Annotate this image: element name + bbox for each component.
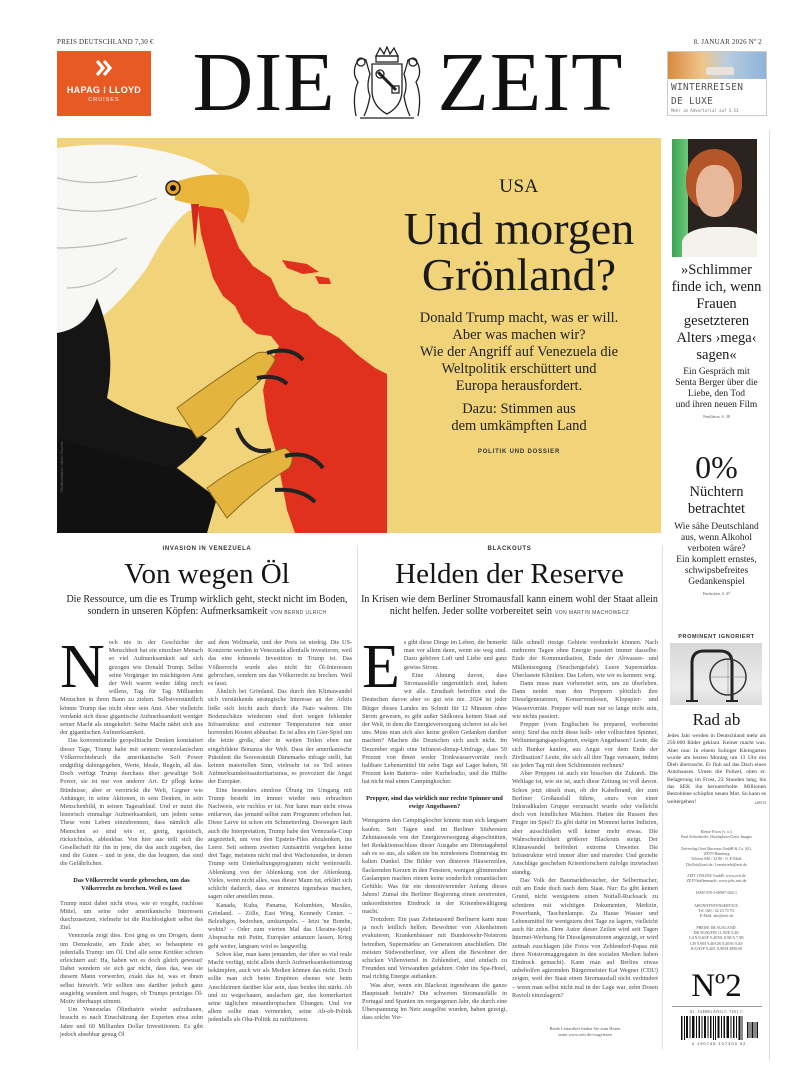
- article1-paragraph: Um Venezuelas Ölindustrie wieder aufzubauen, braucht es nach Einschätzung der Experten etwa zehn Jahre und 60 Milliarden Dollar Investitionen. Es gibt jedoch absehbar genug Öl: [60, 1006, 203, 1038]
- lead-headline-line1: Und morgen: [403, 203, 635, 254]
- footnote-line: Beide Leitartikel finden Sie zum Hören: [549, 1026, 621, 1031]
- price-label: PREIS DEUTSCHLAND 7,30 €: [57, 38, 154, 46]
- article2-byline: VON MARTIN MACHOWECZ: [555, 610, 630, 616]
- date-issue-label: 8. JANUAR 2026 Nº 2: [693, 38, 762, 46]
- prominent-ignoriert-label: PROMINENT IGNORIERT: [678, 634, 755, 640]
- imprint-line: B 8,90/P 9,40/L 8,90/H 4990,00: [690, 945, 743, 951]
- article2-kicker: BLACKOUTS: [487, 546, 532, 552]
- article1-paragraph: Eine besonders sinnlose Übung im Umgang mit Trump besteht im immer wieder neu erbrachten Nachweis, wie ruchlos er ist. Nur kann man nicht etwas entlarven, das jemand selbst zum Programm erhoben hat. Diese Larve ist schon ein Schmetterling. Deswegen läuft auch die Interpretation, Trump habe den Venezuela-Coup angezettelt, um von den Epstein-Files abzulenken, ins Leere. Seit seinem zweiten Amtsantritt vergehen keine drei Tage, meistens nicht mal drei Wachstunden, in denen Trump sein Unterhaltungsprogramm nicht weiterstellt. Ablenkung von der Ablenkung von der Ablenkung. Vieles, wenn nicht alles, was dieser Mann tut, erklärt sich schlicht dadurch, dass er immerzu irgendwas machen, sagen oder anstellen muss.: [208, 786, 352, 901]
- lead-text: [377, 138, 661, 455]
- quote-line: Alters ›mega‹: [676, 330, 757, 346]
- dek-line: Europa herausfordert.: [455, 378, 583, 394]
- sidebar-pct-ref: Entdecken, S. 47: [702, 591, 731, 596]
- article1-kicker: INVASION IN VENEZUELA: [162, 546, 252, 552]
- masthead-zeit: ZEIT: [437, 36, 624, 129]
- article1-paragraph: Das konventionelle geopolitische Denken konstatiert dieser Tage, Trump habe mit seinem venezolanischen Völkerrechtsbruch die amerikanische Soft Power endgültig dahingegeben, Werte, Ideale, Regeln, all das. Doch verfügt Trump durchaus über gewaltige Soft Power, sie ist nur von anderer Art. Er pflegt keine Bündnisse, aber er verstrickt die Welt, Gegner wie Anhänger, in seine Aktionen, in sein Denken, in sein Menschenbild, in seinen Tagesablauf. Und er nutzt die historisch einmalige Aufmerksamkeit, um jedem seine These vom Leben einzubrennen, dass nämlich alle Menschen so sind wie er, gierig, egoistisch, rücksichtslos, ablenkbar. Von hier aus teilt sich die Gesellschaft für ihn in jene, die das auch zugeben, das sind die Guten – und in jene, die das leugnen, das sind die Gefährlichen.: [60, 737, 203, 868]
- hapag-lloyd-ad[interactable]: [57, 51, 151, 116]
- quote-sub-line: und ihren neuen Film: [675, 400, 758, 410]
- article-helden-der-reserve-header[interactable]: [357, 546, 662, 619]
- barcode-icon: [679, 1016, 759, 1042]
- bike-rack-photo: [670, 643, 762, 705]
- imprint-line: Kleine Fotos (v. o.):: [700, 829, 733, 834]
- quote-line: sagen«: [696, 347, 737, 363]
- sidebar-divider: [769, 130, 770, 1060]
- jahrgang-label: 81. JAHRGANG C 7451 C: [689, 1009, 744, 1014]
- winterreisen-ad[interactable]: [667, 51, 767, 116]
- imprint-line: ISSN 978-3-68987-044-1: [696, 890, 737, 895]
- imprint-issn: [665, 890, 768, 895]
- lead-headline-line2: Grönland?: [421, 249, 617, 300]
- article2-column1: [362, 639, 507, 1049]
- pct-sub-line: schwipsbefreites: [684, 566, 749, 576]
- quote-sub-line: Liebe, den Tod: [688, 389, 745, 399]
- article2-paragraph: s gibt diese Dinge im Leben, die bemerkt man vor allem dann, wenn sie weg sind. Dazu gehören Luft und Liebe und ganz gewiss Strom.: [403, 639, 507, 671]
- footnote-line: unter www.zeit.de/vorgelesen: [558, 1032, 612, 1037]
- article2-paragraph: Dann muss man vorbereitet sein, um zu überleben. Dann neidet man den Preppern plötzlich ihre Dieselgeneratoren, Konservendosen, Klopapier- und Wasservorräte. Prepper will man nur so lange nicht sein, wie nichts passiert.: [512, 680, 658, 720]
- imprint-line: 20079 Hamburg: [703, 851, 730, 857]
- imprint-line: Paul Schirnhofer; iStockphoto/Getty Images: [681, 834, 752, 840]
- article1-column1: [60, 639, 203, 1049]
- article2-footnote[interactable]: [512, 1026, 658, 1038]
- article1-byline: VON BERND ULRICH: [270, 610, 327, 616]
- masthead-die: DIE: [192, 36, 336, 129]
- pct-title-line: Nüchtern: [689, 484, 744, 500]
- dek-line: Donald Trump macht, was er will.: [419, 310, 619, 326]
- imprint-online: [665, 873, 768, 883]
- ad-brand: HAPAG ⁞ LLOYD: [66, 85, 142, 95]
- illustration-credit: Titelillustration: Mirko Fischer: [59, 441, 64, 493]
- imprint-photo-credits: [665, 829, 768, 839]
- dek-line: Wie der Angriff auf Venezuela die: [419, 344, 619, 360]
- imprint-line: E-Mail: abo@zeit.de: [699, 913, 734, 919]
- column-divider: [357, 545, 358, 1050]
- rad-ab-title[interactable]: Rad ab: [692, 710, 741, 729]
- imprint-line: Tel. 040 / 42 23 70 70,: [698, 908, 735, 914]
- sidebar-pct-title[interactable]: [665, 484, 768, 518]
- article1-title[interactable]: Von wegen Öl: [124, 558, 290, 590]
- masthead[interactable]: [163, 36, 653, 129]
- quote-line: finde ich, wenn: [671, 279, 762, 295]
- article1-dek: [57, 594, 357, 619]
- dek-line: dem umkämpften Land: [451, 418, 587, 434]
- article2-dek: [357, 594, 662, 619]
- quote-sub-line: Ein Gespräch mit: [683, 367, 750, 377]
- pct-sub-line: Gedankenspiel: [688, 577, 745, 587]
- imprint-line: Zeitverlag Gerd Bucerius GmbH & Co. KG,: [680, 846, 753, 851]
- ad-image: [668, 52, 766, 79]
- article1-paragraph: auf dem Weltmarkt, und der Preis ist niedrig. Die US-Konzerne werden in Venezuela allenfalls investieren, weil das eine lohnende Investition in Trump ist. Das Völkerrecht wurde also nicht für Öl-Interessen gebrochen, sondern um das Völkerrecht zu brechen. Weil es fasst.: [208, 639, 352, 688]
- lead-story[interactable]: [57, 138, 661, 533]
- senta-berger-portrait: [672, 139, 757, 257]
- bremen-coat-of-arms-icon: [342, 46, 432, 120]
- article1-paragraph: Kanada, Kuba, Panama, Kolumbien, Mexiko, Grönland. – Zölle, East Wing, Kennedy Center. – Beleidigen, bedrohen, umkumpeln. – Jetzt 'ne Bombe, wohin? – Oder zum vierten Mal das Ukraine-Spiel: Absprache mit Putin, Europäer antanzen lassen, Krieg geht weiter, langsam wird es langweilig.: [208, 901, 352, 950]
- pct-sub-line: verboten wäre?: [687, 544, 746, 554]
- article2-subhead: Prepper, sind das wirklich nur rechte Spinner und ewige Angsthasen?: [366, 794, 503, 811]
- imprint-line: CH 9,90/I 9,40/GR 9,40/SI 9,40/: [690, 940, 743, 946]
- article2-column2: [512, 639, 658, 1019]
- quote-sub-line: Senta Berger über die: [675, 378, 758, 388]
- lead-dek: [377, 310, 661, 395]
- imprint-abo: [665, 903, 768, 919]
- issue-number: Nº2: [691, 968, 742, 1004]
- imprint-line: ZEIT ONLINE GmbH: www.zeit.de: [687, 873, 746, 878]
- article2-paragraph: Aber Preppen ist auch ein bisschen die Zukunft. Die Weltlage ist, wie sie ist, auch diese Zeitung ist voll davon. Schon jetzt rätselt man, ob der Kabelbrand, der zum Berliner Großausfall führte, »nur« von einer linksradikalen Gruppe verursacht wurde oder vielleicht doch von feindlichen Mächten. Hatten die Russen ihre Finger im Spiel? Es gibt dafür im Moment keine Indizien, aber ausschließen will keiner mehr etwas. Die Wahrscheinlichkeit größerer Blackouts steigt. Der Klimawandel befördert extreme Unwetter. Die Infrastruktur wird immer älter und maroder. Und gezielte Anschläge geschehen Krisenforschern zufolge inzwischen ständig.: [512, 770, 658, 876]
- dek-line: Aber was machen wir?: [452, 327, 586, 343]
- article2-paragraph: Das Volk der Baumarktbesucher, der Selbermacher, ruft am Ende doch nach dem Staat. Nur: Es gibt keinen Grund, nicht wenigstens einen Notfall-Rucksack zu schnüren mit wichtigen Dokumenten, Medizin, Powerbank, Taschenlampe. Zu Hause Wasser und Lebensmittel für wenigstens drei Tage zu lagern, vielleicht auch für zehn. Dem Autor dieser Zeilen wird seit Tagen Internet-Werbung für Dieselgeneratoren angezeigt, er wird zeitnah zuschlagen (die Fotos von Zehlendorf-Papas mit ihren Notstromaggregaten in den sozialen Medien haben Eindruck gemacht). Kann man auf Berlins etwas unbeholfen agierenden Bürgermeister Kai Wegner (CDU) zeigen, weil der Staat einen Stromausfall nicht verhindert – wenn man selbst nicht mal in der Lage war, zehn Dosen Ravioli einzulagern?: [512, 876, 658, 999]
- lead-kicker: USA: [499, 176, 539, 197]
- article2-paragraph: Wenigstens den Campingkocher könnte man sich langsam kaufen. Seit Tagen sind im Berliner Südwesten Zehntausende von der Energieversorgung abgeschnitten, bei Redaktionsschluss dieser Ausgabe am Dienstagabend sah es so aus, als säßen sie bis mindestens Donnerstag im kalten Dunkel. Die Bilder von düsteren Häuserzeilen, flackernden Kerzen in den Fenstern, wenigen glimmenden Gaslampen machen einem keine sonderlich romantischen Gefühle. Was für ein demotivierender Anfang dieses Jahres! Zumal die Berliner Regierung einen zerstreuten, unkoordinierten Eindruck in der Krisenbewältigung macht.: [362, 817, 507, 915]
- article1-paragraph: Schon klar, man kann jemanden, der über so viel reale Macht verfügt, nicht allein durch Aufmerksamkeitsentzug bekämpfen, auch wir als Medien können das nicht. Doch sollte man sich beim Empören ebenso wie beim Anschleimen darüber klar sein, dass beides ihn stärkt. Ab und zu wegschauen, auslachen gar, das konterkariert seine täglichen misanthropischen Übungen. Und vor allem sollte man vermeiden, seine Ab-ob-Politik jedenfalls als Oha-Politik zu ratifizieren.: [208, 950, 352, 1024]
- article2-paragraph: Trotzdem: Ein paar Zehntausend Berlinern kann man ja noch leidlich helfen. Bewohner von Altenheimen evakuieren, Krankenhäuser mit Bundeswehr-Notstrom betreiben, Supermärkte an Generatoren anschließen. Die meisten Südwestberliner, vor allem die Bewohner der schicken Villenviertel in Zehlendorf, sind einfach zu Freunden und Verwandten gefahren. Oder ins Spa-Hotel, mal richtig Energie auftanken.: [362, 915, 507, 981]
- article1-subhead: Das Völkerrecht wurde gebrochen, um das Völkerrecht zu brechen. Weil es fasst: [73, 876, 190, 893]
- article2-title[interactable]: Helden der Reserve: [395, 558, 624, 590]
- sidebar-quote[interactable]: [665, 262, 768, 364]
- lead-dek2: [377, 401, 661, 435]
- quote-line: Frauen: [696, 296, 737, 312]
- article2-paragraph: fälle schnell riesige Gebiete verdunkeln können. Nach mehreren Tagen ohne Energie passiert immer dasselbe: Ende der Kommunikation, Ende der Abwasser- und Müllentsorgung (Seuchengefahr). Leere Supermärkte. Überlastete Kliniken. Das Leben, wie wir es kennen: weg.: [512, 639, 658, 679]
- hapag-lloyd-logo-icon: [57, 59, 151, 81]
- article2-dropcap: E: [362, 639, 400, 701]
- rad-ab-signature: USTO: [754, 799, 766, 805]
- quote-line: »Schlimmer: [681, 262, 752, 278]
- quote-line: gesetzteren: [683, 313, 750, 329]
- imprint-line: Telefon 040 / 32 80 - 0; E-Mail:: [690, 856, 743, 862]
- dek-line: Weltpolitik erschüttert und: [441, 361, 597, 377]
- ad-line3: Mehr im Advertorial auf S.53: [671, 108, 739, 113]
- imprint-line: ZEIT-Stellenmarkt: www.jobs.zeit.de: [686, 878, 747, 884]
- eagle-illustration: [57, 138, 387, 533]
- article1-paragraph: och nie in der Geschichte der Menschheit hat ein einzelner Mensch so viel Aufmerksamkeit auf sich gezogen wie Donald Trump. Selbst seine Vorgänger im mächtigsten Amt der Welt waren weder fähig noch willens, Tag für Tag Milliarden Menschen in ihren Bann zu ziehen. Selbstverständlich könnte Trump das nicht ohne sein Amt. Aber vielleicht verdankt sich diese gigantische Aufmerksamkeit weniger seiner Macht als umgekehrt: Seine Macht nährt sich aus der gigantischen Aufmerksamkeit.: [60, 639, 203, 737]
- article2-paragraph: Was aber, wenn ein Blackout irgendwann die ganze Hauptstadt beträfe? Die schweren Stromausfälle in Portugal und Spanien im vergangenen Jahr, die durch eine Überspannung im Netz ausgelöst wurden, haben gezeigt, dass solche Vor-: [362, 981, 507, 1022]
- article1-paragraph: Trump nutzt dabei nicht etwa, wie er vorgibt, ruchlose Mittel, um seine oder amerikanische Interessen durchzusetzen, vielmehr ist die Ruchlosigkeit selbst das Ziel.: [60, 899, 203, 932]
- article2-paragraph: Eine Ahnung davon, dass Stromausfälle ungemütlich sind, haben wir alle. Ernsthaft betroffen sind die Deutschen davon aber so gut wie nie. 2024 ist jeder Bürger dieses Landes im Schnitt für 12 Minuten ohne Strom gewesen, es gibt außer Südkorea keinen Staat auf der Welt, in dem die Energieversorgung sicherer ist als bei uns. Muss man sich also keine großen Gedanken darüber machen? Machen die Deutschen sich auch nicht. Im Dezember ergab eine Infratest-dimap-Umfrage, dass 59 Prozent von ihnen weder Trinkwasservorräte noch haltbare Lebensmittel für zehn Tage auf Lager haben, 58 Prozent kein Batterie- oder Kurbelradio, und die Hälfte hat nicht mal einen Campingkocher.: [362, 671, 507, 786]
- article-von-wegen-oel-header[interactable]: [57, 546, 357, 619]
- ad-line2: DE LUXE: [671, 96, 714, 107]
- imprint-line: DK 90,00/FIN 11,90/E 9,40/: [693, 930, 740, 936]
- sidebar-quote-sub: [665, 367, 768, 411]
- imprint-line: CAN 9,40/F 9,40/NL 8,90/A 7,90/: [689, 935, 744, 941]
- pct-sub-line: aus, wenn Alkohol: [681, 533, 752, 543]
- article2-dek-text: In Krisen wie dem Berliner Stromausfall kann einem wohl der Staat allein nicht helfen. Jeder sollte vorbereitet sein: [361, 594, 658, 617]
- rad-ab-text: Jedes Jahr werden in Deutschland mehr als 250.000 Räder geklaut. Keiner macht was. Aber nun: In einem Solinger Kleingarten wurde am letzten Montag um 13 Uhr ein Dieb überrascht. Er floh auf das Dach eines Autohauses. Unten die Polizei, oben er. Belagerung im Frost, 22 Stunden lang, bis das SEK ihn herunterholte. Millionen Bestohlene schöpfen neuen Mut. So kann es weitergehen!: [667, 733, 766, 805]
- imprint-line: PREISE IM AUSLAND:: [696, 925, 737, 930]
- imprint-publisher: [665, 846, 768, 867]
- barcode-digits: 4 190745 107303 02: [691, 1041, 747, 1046]
- pct-title-line: betrachtet: [687, 501, 746, 517]
- article1-column2: [208, 639, 352, 1049]
- article1-paragraph: Ähnlich bei Grönland. Das durch den Klimawandel sich verstärkende strategische Interesse an der Arktis ließe sich leicht auch durch die Nato wahren. Die Bodenschätze wiederum sind dort wegen fehlender Infrastruktur und extremer Temperaturen nur unter horrenden Kosten abbaubar. Es ist alles ein Gier-Spiel um die letzte große, aber in weiten Teilen eben nur eingebildete Bonanza der Welt. Dass der amerikanische Präsident die Souveränität Dänemarks infrage stellt, hat keinen materiellen Sinn, vielmehr ist es Teil seines Aufmerksamkeitsautoritarismus, es provoziert die Angst der Europäer.: [208, 688, 352, 786]
- article1-dropcap: N: [60, 639, 105, 701]
- rad-ab-body: [665, 733, 768, 806]
- sidebar-percent: 0%: [695, 449, 738, 485]
- issue-rule: [672, 1006, 762, 1007]
- column-divider: [662, 545, 663, 1050]
- article2-paragraph: Prepper (vom Englischen be prepared, vorbereitet sein): Sind das nicht diese halb- oder vollrechten Spinner, Weltuntergangsapologeten, ewigen Angsthasen? Leute, die sich Bunker kaufen, aus Angst vor dem Ende der Zivilisation? Leute, die sich all ihre Tage versauen, indem sie jeden Tag mit dem Schlimmsten rechnen?: [512, 721, 658, 770]
- lead-headline[interactable]: [377, 203, 661, 300]
- pct-sub-line: Ein komplett ernstes,: [676, 555, 757, 565]
- lead-section-label: POLITIK UND DOSSIER: [477, 449, 561, 455]
- sidebar-quote-ref: Feuilleton, S. 38: [703, 414, 730, 419]
- sidebar-pct-sub: [665, 522, 768, 588]
- dek-line: Dazu: Stimmen aus: [462, 401, 576, 417]
- imprint-prices: [665, 925, 768, 951]
- ad-sub: CRUISES: [88, 97, 120, 103]
- imprint-line: DieZeit@zeit.de, Leserbriefe@zeit.de: [686, 861, 747, 867]
- ad-line1: WINTERREISEN: [671, 82, 744, 93]
- article1-dek-text: Die Ressource, um die es Trump wirklich geht, steckt nicht im Boden, sondern in unseren Köpfen: Aufmerksamkeit: [66, 594, 348, 617]
- imprint-line: ABONNENTENSERVICE:: [694, 903, 739, 908]
- pct-sub-line: Wie sähe Deutschland: [674, 522, 759, 532]
- article1-paragraph: Venezuela zeigt dies. Erst ging es um Drogen, dann um Demokratie, am Ende aber, so behauptete es jedenfalls Trump: um Öl. Und alle seine Kritiker schrien erleichtert auf: Ha, haben wir es doch gleich gewusst! Dabei wundern sie sich gar nicht, dass das, was sie diesem Mann vorwerfen, exakt das ist, was er ihnen selbst hinwirft. Wir sollten uns darüber jedoch ganz ausgiebig wundern und fragen, ob Trumps protziges Öl-Motiv überhaupt stimmt.: [60, 932, 203, 1005]
